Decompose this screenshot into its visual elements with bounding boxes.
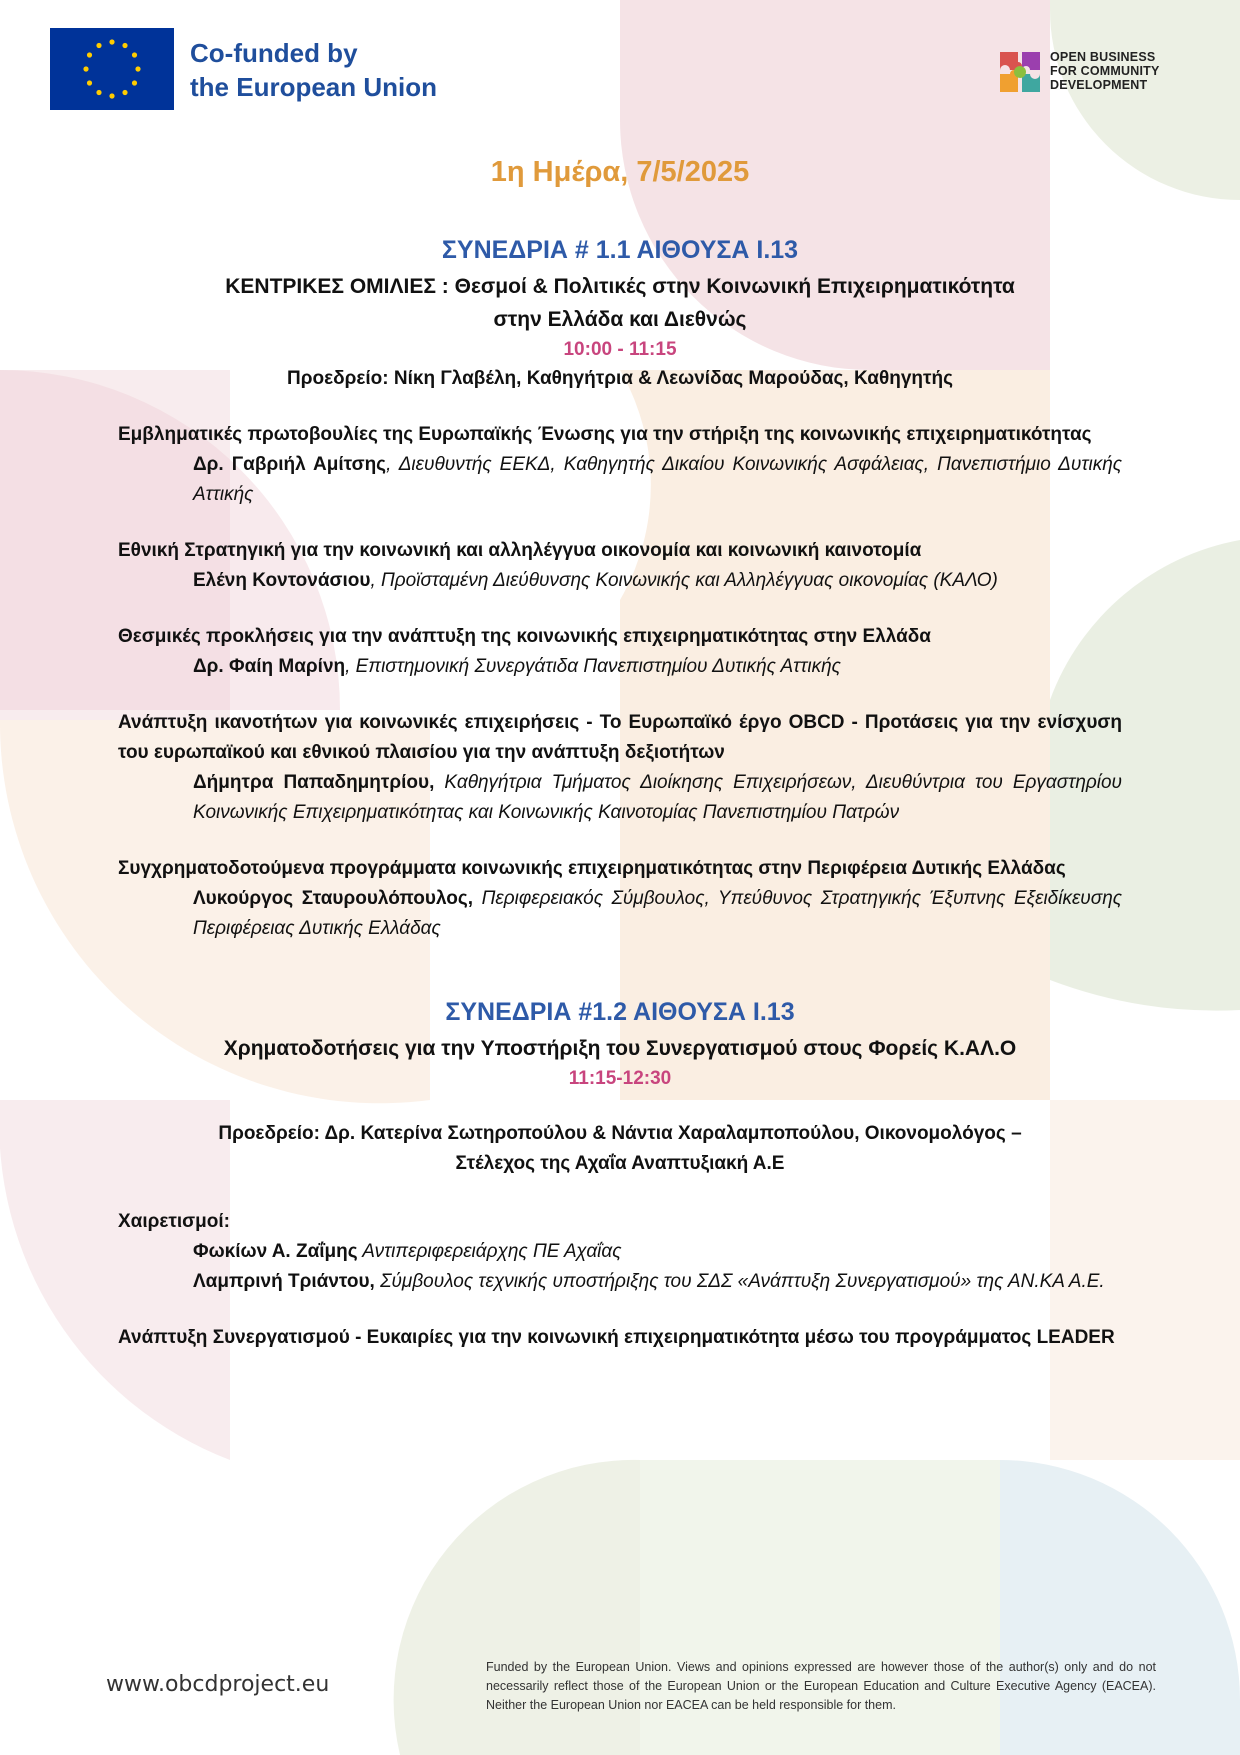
greetings-label: Χαιρετισμοί: (118, 1211, 230, 1232)
funding-disclaimer: Funded by the European Union. Views and opinions expressed are however those of the author(s) only and do not necessarily reflect those of the European Union or the European Education and Culture Executive Agency (EACEA). Neither the European Union nor EACEA can be held responsible for them. (486, 1660, 1156, 1712)
talk-item (118, 708, 1122, 828)
day-title: 1η Ημέρα, 7/5/2025 (490, 156, 750, 188)
session-1-2-chairs-line1: Προεδρείο: Δρ. Κατερίνα Σωτηροπούλου & Νάντια Χαραλαμποπούλου, Οικονομολόγος – (218, 1123, 1022, 1144)
eu-cofunded-label (190, 36, 437, 104)
speaker-name: Ελένη Κοντονάσιου (193, 570, 371, 591)
session-1-1-subtitle-line1: ΚΕΝΤΡΙΚΕΣ ΟΜΙΛΙΕΣ : Θεσμοί & Πολιτικές στην Κοινωνική Επιχειρηματικότητα (225, 275, 1015, 298)
obcd-line2: FOR COMMUNITY (1050, 64, 1160, 78)
talk-speaker (118, 884, 1122, 944)
session-1-1 (118, 232, 1122, 944)
talk-speaker (118, 566, 1122, 596)
talk-title: Εθνική Στρατηγική για την κοινωνική και αλληλέγγυα οικονομία και κοινωνική καινοτομία (118, 540, 922, 561)
speaker-role: , Διευθυντής ΕΕΚΔ, Καθηγητής Δικαίου Κοινωνικής Ασφάλειας, Πανεπιστήμιο Δυτικής Αττικής (193, 454, 1122, 505)
talk-speaker (118, 652, 1122, 682)
talk-item (118, 536, 1122, 596)
session-1-2-title: ΣΥΝΕΔΡΙΑ #1.2 ΑΙΘΟΥΣΑ Ι.13 (445, 998, 795, 1026)
speaker-name: Δρ. Φαίη Μαρίνη (193, 656, 346, 677)
talk-item (118, 1323, 1122, 1353)
speaker-name: Λαμπρινή Τριάντου, (193, 1271, 375, 1292)
session-1-2-subtitle: Χρηματοδοτήσεις για την Υποστήριξη του Συνεργατισμού στους Φορείς Κ.ΑΛ.Ο (223, 1037, 1017, 1060)
speaker-role: , Επιστημονική Συνεργάτιδα Πανεπιστημίου Δυτικής Αττικής (345, 656, 841, 677)
talk-title: Εμβληματικές πρωτοβουλίες της Ευρωπαϊκής Ένωσης για την στήριξη της κοινωνικής επιχειρηματικότητας (118, 424, 1092, 445)
speaker-role: Σύμβουλος τεχνικής υποστήριξης του ΣΔΣ «Ανάπτυξη Συνεργατισμού» της ΑΝ.ΚΑ Α.Ε. (374, 1271, 1105, 1292)
speaker-name: Λυκούργος Σταυρουλόπουλος, (193, 888, 474, 909)
talk-title: Συγχρηματοδοτούμενα προγράμματα κοινωνικής επιχειρηματικότητας στην Περιφέρεια Δυτικής Ελλάδας (118, 858, 1066, 879)
talk-title: Ανάπτυξη Συνεργατισμού - Ευκαιρίες για την κοινωνική επιχειρηματικότητα μέσω του προγράμματος LEADER (118, 1327, 1115, 1348)
eu-flag-icon (50, 28, 174, 110)
talk-speaker (118, 768, 1122, 828)
speaker-name: Δρ. Γαβριήλ Αμίτσης (193, 454, 387, 475)
session-1-1-title: ΣΥΝΕΔΡΙΑ # 1.1 ΑΙΘΟΥΣΑ Ι.13 (441, 236, 799, 264)
eu-label-line1: Co-funded by (190, 38, 358, 68)
website-link[interactable]: www.obcdproject.eu (106, 1672, 330, 1697)
talk-title: Θεσμικές προκλήσεις για την ανάπτυξη της κοινωνικής επιχειρηματικότητας στην Ελλάδα (118, 626, 931, 647)
greeting-speaker (118, 1267, 1122, 1297)
speaker-role: , Προϊσταμένη Διεύθυνσης Κοινωνικής και Αλληλέγγυας οικονομίας (ΚΑΛΟ) (370, 570, 998, 591)
speaker-role: Καθηγήτρια Τμήματος Διοίκησης Επιχειρήσεων, Διευθύντρια του Εργαστηρίου Κοινωνικής Επιχειρηματικότητας και Κοινωνικής Καινοτομίας Πανεπιστημίου Πατρών (193, 772, 1122, 823)
speaker-role: Αντιπεριφερειάρχης ΠΕ Αχαΐας (357, 1241, 622, 1262)
talk-item (118, 622, 1122, 682)
session-1-1-chairs: Προεδρείο: Νίκη Γλαβέλη, Καθηγήτρια & Λεωνίδας Μαρούδας, Καθηγητής (287, 368, 953, 389)
session-1-2 (118, 994, 1122, 1353)
obcd-line3: DEVELOPMENT (1050, 78, 1148, 92)
session-1-1-subtitle (118, 270, 1122, 336)
eu-label-line2: the European Union (190, 72, 437, 102)
session-1-1-time: 10:00 - 11:15 (563, 339, 677, 360)
talk-title: Ανάπτυξη ικανοτήτων για κοινωνικές επιχειρήσεις - Το Ευρωπαϊκό έργο OBCD - Προτάσεις για την ενίσχυση του ευρωπαϊκού και εθνικού πλαισίου για την ανάπτυξη δεξιοτήτων (118, 712, 1122, 763)
talk-item (118, 420, 1122, 510)
obcd-logo-text (1050, 50, 1160, 92)
speaker-name: Δήμητρα Παπαδημητρίου, (193, 772, 435, 793)
session-1-2-chairs (118, 1119, 1122, 1179)
talk-speaker (118, 450, 1122, 510)
session-1-1-subtitle-line2: στην Ελλάδα και Διεθνώς (493, 308, 747, 331)
session-1-2-chairs-line2: Στέλεχος της Αχαΐα Αναπτυξιακή Α.Ε (455, 1153, 785, 1174)
obcd-logo-icon (996, 48, 1044, 96)
obcd-line1: OPEN BUSINESS (1050, 50, 1156, 64)
speaker-name: Φωκίων Α. Ζαΐμης (193, 1241, 358, 1262)
greeting-speaker (118, 1237, 1122, 1267)
program-content (118, 150, 1122, 1353)
speaker-role: Περιφερειακός Σύμβουλος, Υπεύθυνος Στρατηγικής Έξυπνης Εξειδίκευσης Περιφέρειας Δυτικής Ελλάδας (193, 888, 1122, 939)
talk-item (118, 854, 1122, 944)
session-1-2-time: 11:15-12:30 (568, 1068, 672, 1089)
